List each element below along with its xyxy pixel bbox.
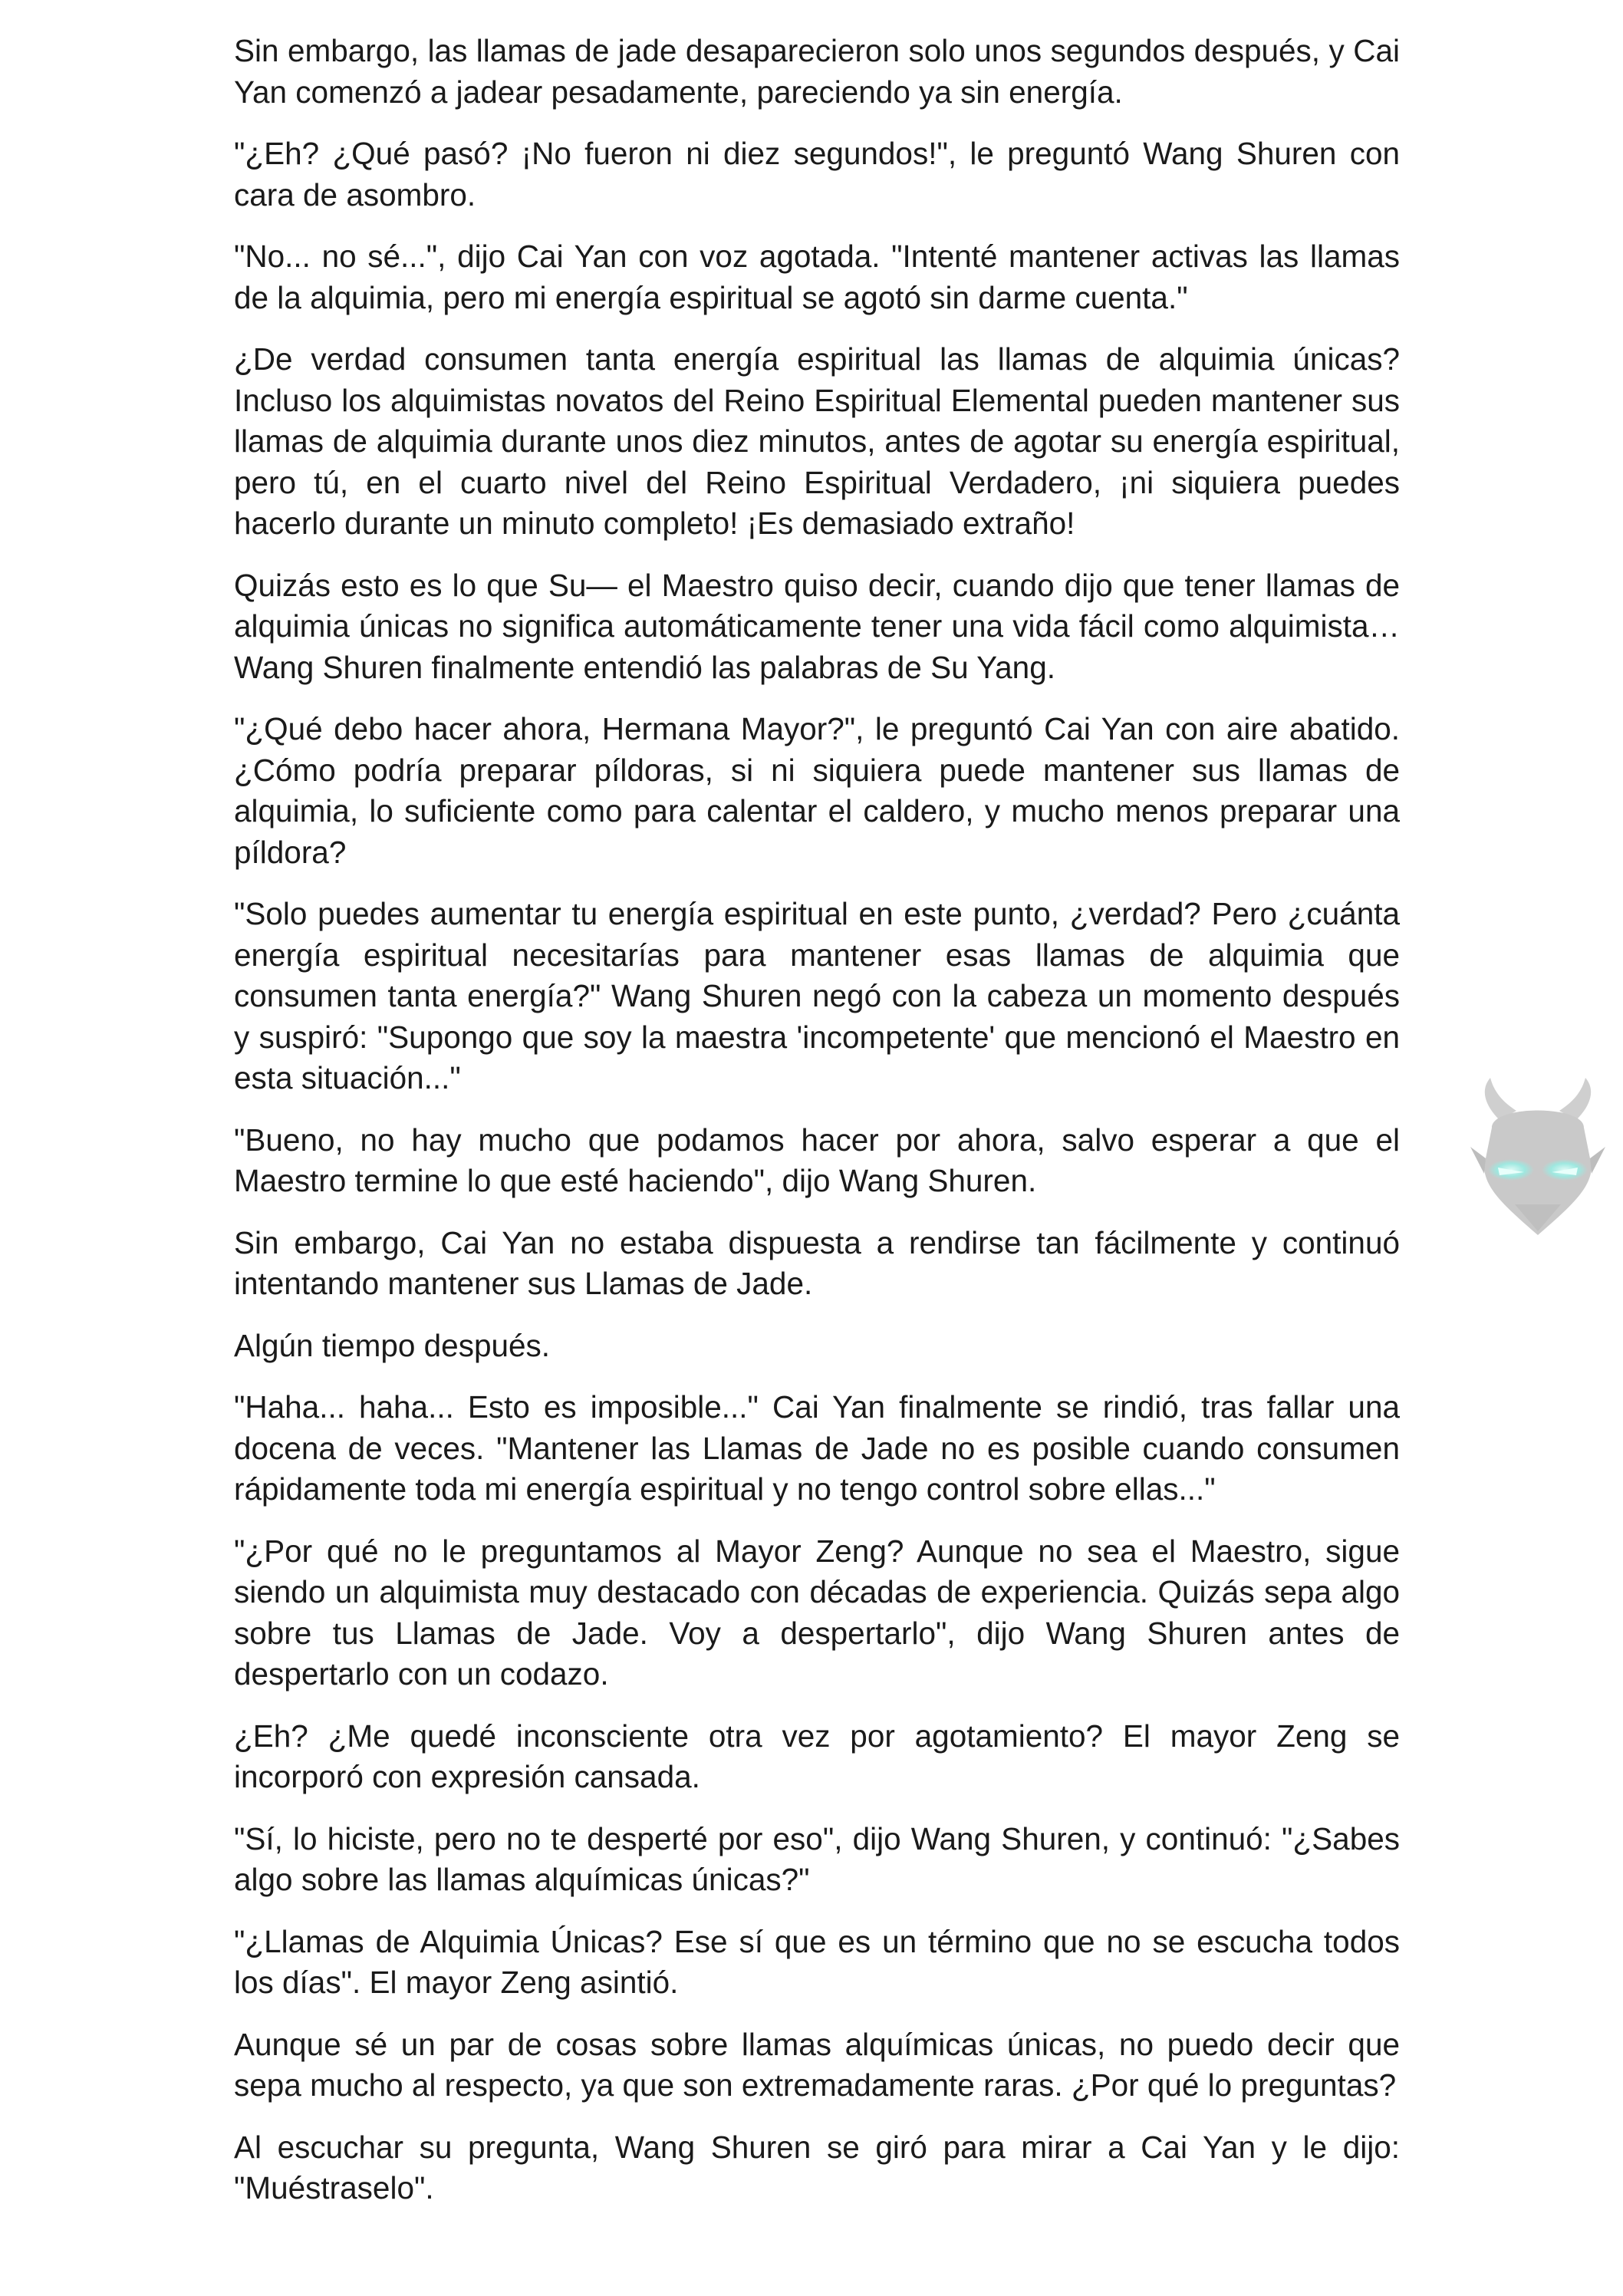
paragraph: Algún tiempo después. bbox=[234, 1327, 551, 1363]
paragraph: "¿Por qué no le preguntamos al Mayor Zeng? Aunque no sea el Maestro, sigue siendo un alquimista muy destacado con décadas de experiencia. Quizás sepa algo sobre tus Llamas de Jade. Voy a despertarlo", dijo Wang Shuren antes de despertarlo con un codazo. bbox=[234, 1533, 1400, 1692]
paragraph: Quizás esto es lo que Su— el Maestro quiso decir, cuando dijo que tener llamas de alquimia únicas no significa automáticamente tener una vida fácil como alquimista… Wang Shuren finalmente entendió las palabras de Su Yang. bbox=[234, 567, 1400, 685]
paragraph: ¿Eh? ¿Me quedé inconsciente otra vez por agotamiento? El mayor Zeng se incorporó con expresión cansada. bbox=[234, 1718, 1400, 1794]
paragraph: "Haha... haha... Esto es imposible..." Cai Yan finalmente se rindió, tras fallar una docena de veces. "Mantener las Llamas de Jade no es posible cuando consumen rápidamente toda mi energía espiritual y no tengo control sobre ellas..." bbox=[234, 1389, 1400, 1507]
paragraph: ¿De verdad consumen tanta energía espiritual las llamas de alquimia únicas? Incluso los alquimistas novatos del Reino Espiritual Elemental pueden mantener sus llamas de alquimia durante unos diez minutos, antes de agotar su energía espiritual, pero tú, en el cuarto nivel del Reino Espiritual Verdadero, ¡ni siquiera puedes hacerlo durante un minuto completo! ¡Es demasiado extraño! bbox=[234, 341, 1400, 541]
paragraph: "No... no sé...", dijo Cai Yan con voz agotada. "Intenté mantener activas las llamas de la alquimia, pero mi energía espiritual se agotó sin darme cuenta." bbox=[234, 239, 1400, 315]
paragraph: "Solo puedes aumentar tu energía espiritual en este punto, ¿verdad? Pero ¿cuánta energía espiritual necesitarías para mantener esas llamas de alquimia que consumen tanta energía?" Wang Shuren negó con la cabeza un momento después y suspiró: "Supongo que soy la maestra 'incompetente' que mencionó el Maestro en esta situación..." bbox=[234, 896, 1400, 1095]
paragraph: Al escuchar su pregunta, Wang Shuren se giró para mirar a Cai Yan y le dijo: "Muéstraselo". bbox=[234, 2129, 1400, 2205]
paragraph: Aunque sé un par de cosas sobre llamas alquímicas únicas, no puedo decir que sepa mucho al respecto, ya que son extremadamente raras. ¿Por qué lo preguntas? bbox=[234, 2026, 1400, 2103]
paragraph: "Bueno, no hay mucho que podamos hacer por ahora, salvo esperar a que el Maestro termine lo que esté haciendo", dijo Wang Shuren. bbox=[234, 1122, 1400, 1198]
demon-head-icon bbox=[1469, 1074, 1607, 1243]
paragraph: Sin embargo, las llamas de jade desaparecieron solo unos segundos después, y Cai Yan comenzó a jadear pesadamente, pareciendo ya sin energía. bbox=[234, 33, 1400, 110]
paragraph: "¿Llamas de Alquimia Únicas? Ese sí que es un término que no se escucha todos los días". El mayor Zeng asintió. bbox=[234, 1923, 1400, 2000]
paragraph: Sin embargo, Cai Yan no estaba dispuesta a rendirse tan fácilmente y continuó intentando mantener sus Llamas de Jade. bbox=[234, 1224, 1400, 1301]
paragraph: "¿Qué debo hacer ahora, Hermana Mayor?", le preguntó Cai Yan con aire abatido. ¿Cómo podría preparar píldoras, si ni siquiera puede mantener sus llamas de alquimia, lo suficiente como para calentar el caldero, y mucho menos preparar una píldora? bbox=[234, 711, 1400, 870]
paragraph: "Sí, lo hiciste, pero no te desperté por eso", dijo Wang Shuren, y continuó: "¿Sabes algo sobre las llamas alquímicas únicas?" bbox=[234, 1820, 1400, 1897]
paragraph: "¿Eh? ¿Qué pasó? ¡No fueron ni diez segundos!", le preguntó Wang Shuren con cara de asombro. bbox=[234, 136, 1400, 212]
document-body bbox=[234, 31, 1400, 2230]
